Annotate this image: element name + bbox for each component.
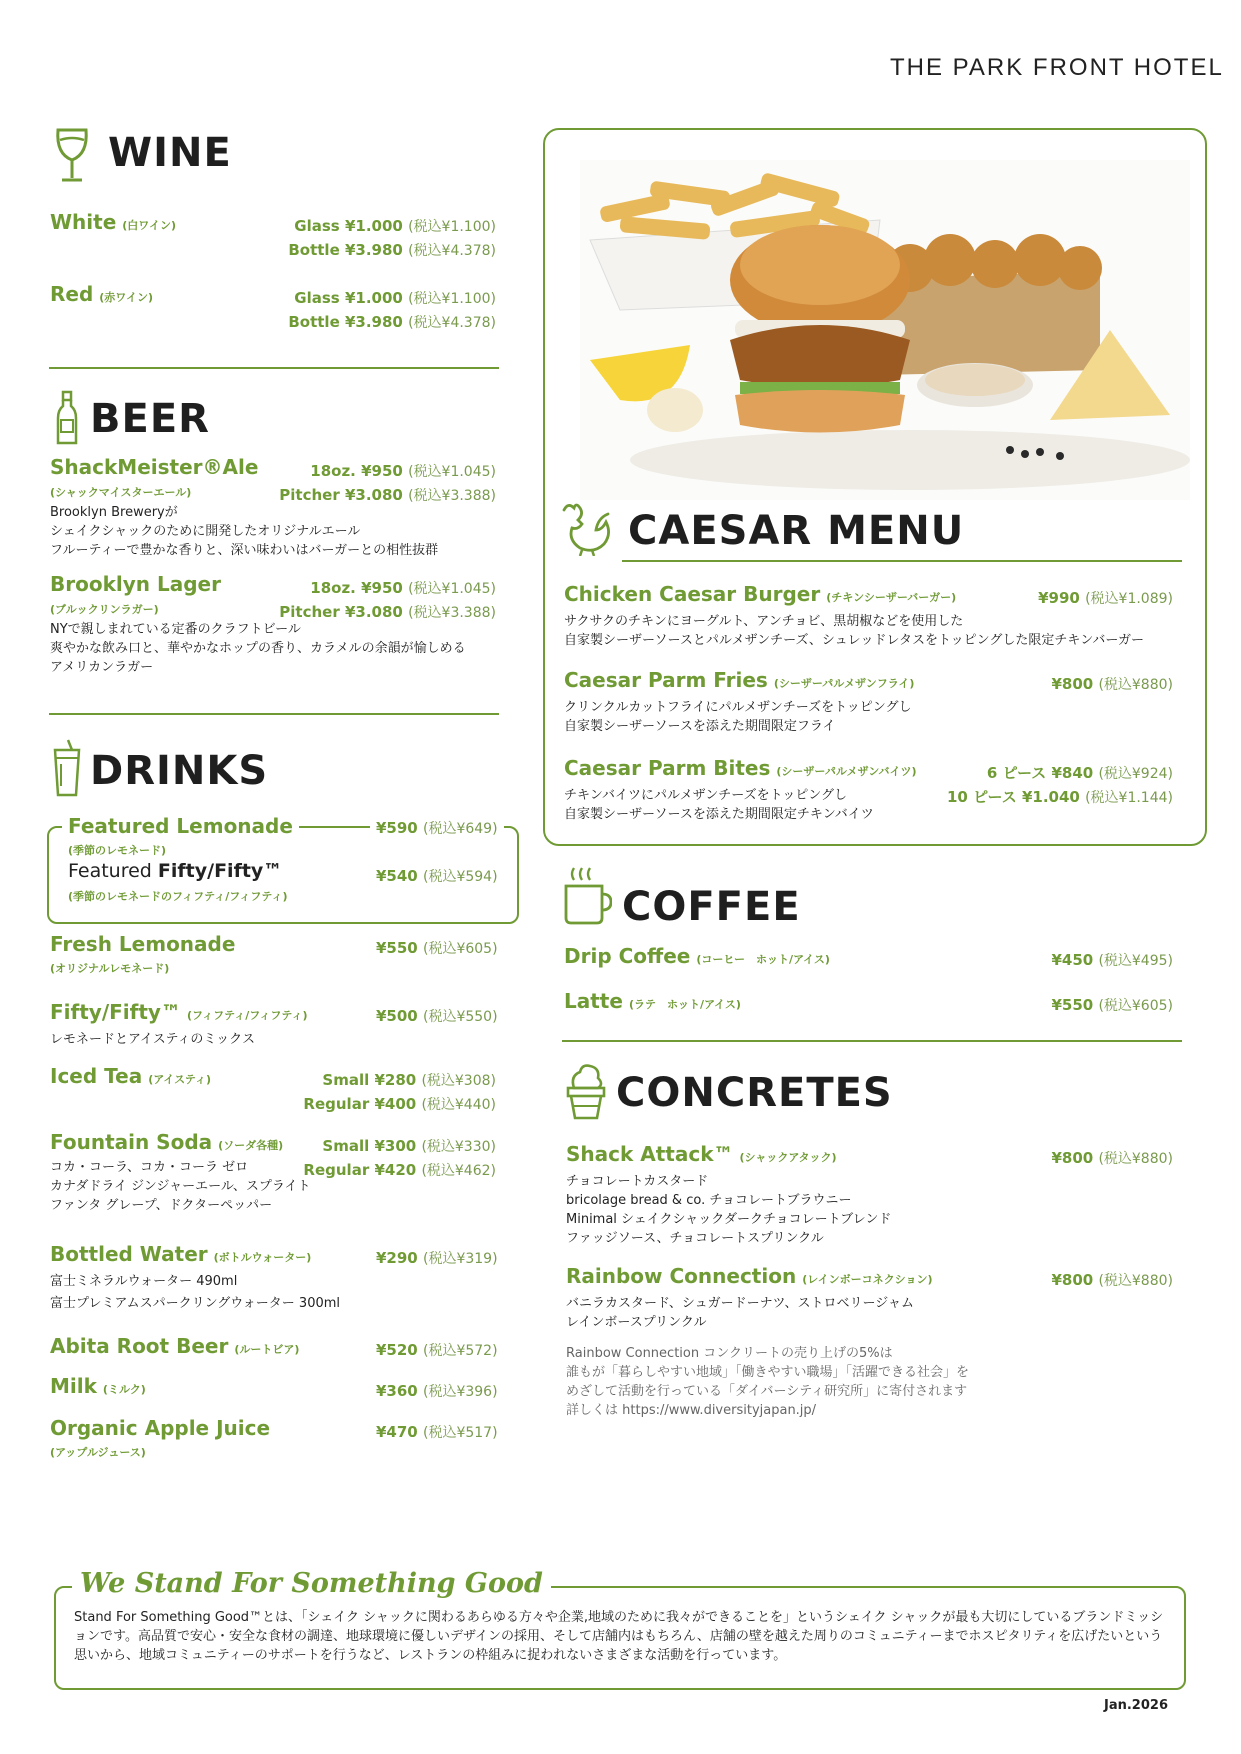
coffee-cup-icon [564,866,612,926]
menu-item-price: ¥540 (税込¥594) [376,867,498,885]
menu-item-name: White (白ワイン) [50,210,177,234]
menu-item-name: Milk (ミルク) [50,1374,146,1398]
menu-item-name: Latte (ラテ ホット/アイス) [564,989,741,1013]
menu-item-subtitle: (シャックマイスターエール) [50,486,192,499]
menu-item-price: ¥520 (税込¥572) [376,1341,498,1359]
menu-item-name: Rainbow Connection (レインボーコネクション) [566,1264,933,1288]
drinks-title: DRINKS [90,748,269,794]
menu-item-price: ¥990 (税込¥1.089) [1038,589,1173,607]
menu-item-subtitle: (季節のレモネードのフィフティ/フィフティ) [68,890,288,903]
menu-item-description: チキンバイツにパルメザンチーズをトッピングし 自家製シーザーソースを添えた期間限定チキンバイツ [564,788,874,822]
menu-item-name: Shack Attack™ (シャックアタック) [566,1142,837,1166]
menu-date: Jan.2026 [1104,1698,1168,1713]
menu-item-name: Iced Tea (アイスティ) [50,1064,212,1088]
menu-item-name: Organic Apple Juice [50,1416,271,1440]
menu-item-description: レモネードとアイスティのミックス [50,1032,256,1047]
hotel-name: THE PARK FRONT HOTEL [890,54,1224,81]
concretes-title: CONCRETES [616,1070,893,1116]
menu-item-price: Small ¥280 (税込¥308) [322,1071,496,1089]
stand-for-something-good-text: Stand For Something Good™とは、「シェイク シャックに関わるあらゆる方々や企業,地域のために我々ができることを」というシェイク シャックが最も大切にしているブランドミッションです。高品質で安心・安全な食材の調達、地球環境に優しいデザインの採用、そして店舗内はもちろん、店舗の壁を越えた周りのコミュニティーまでホスピタリティを広げたいという思いから、地域コミュニティーのサポートを行うなど、レストランの枠組みに捉われないさまざまな活動を行っています。 [74,1610,1164,1663]
menu-item-name: Chicken Caesar Burger (チキンシーザーバーガー) [564,582,957,606]
menu-item-price: ¥550 (税込¥605) [1051,996,1173,1014]
menu-item-price: ¥470 (税込¥517) [376,1423,498,1441]
coffee-title: COFFEE [622,884,801,930]
beer-title: BEER [90,396,210,442]
menu-item-price: ¥800 (税込¥880) [1051,1271,1173,1289]
menu-item-price: 18oz. ¥950 (税込¥1.045) [310,579,496,597]
wine-title: WINE [108,130,232,176]
menu-item-price: ¥450 (税込¥495) [1051,951,1173,969]
section-divider [562,1040,1182,1042]
menu-item-price: Bottle ¥3.980 (税込¥4.378) [288,241,496,259]
menu-item-description: サクサクのチキンにヨーグルト、アンチョビ、黒胡椒などを使用した 自家製シーザーソースとパルメザンチーズ、シュレッドレタスをトッピングした限定チキンバーガー [564,614,1145,648]
menu-item-name: Featured Lemonade [62,814,299,838]
menu-item-price: 10 ピース ¥1.040 (税込¥1.144) [946,788,1173,806]
menu-item-price: Small ¥300 (税込¥330) [322,1137,496,1155]
menu-item-price: ¥590 (税込¥649) [370,818,504,838]
section-divider [622,560,1182,562]
menu-item-price: Pitcher ¥3.080 (税込¥3.388) [279,603,496,621]
menu-item-price: Pitcher ¥3.080 (税込¥3.388) [279,486,496,504]
menu-item-price: ¥800 (税込¥880) [1051,675,1173,693]
menu-item-price: ¥290 (税込¥319) [376,1249,498,1267]
menu-item-name: Bottled Water (ボトルウォーター) [50,1242,312,1266]
menu-item-price: ¥360 (税込¥396) [376,1382,498,1400]
menu-item-subtitle: (アップルジュース) [50,1446,146,1459]
menu-item-description: 富士ミネラルウォーター 490ml 富士プレミアムスパークリングウォーター 300ml [50,1274,341,1311]
menu-item-price: ¥500 (税込¥550) [376,1007,498,1025]
menu-item-name: Fifty/Fifty™ (フィフティ/フィフティ) [50,1000,308,1024]
menu-item-name: Caesar Parm Fries (シーザーパルメザンフライ) [564,668,915,692]
menu-item-subtitle: (オリジナルレモネード) [50,962,170,975]
menu-item-description: クリンクルカットフライにパルメザンチーズをトッピングし 自家製シーザーソースを添えた期間限定フライ [564,700,912,734]
wine-glass-icon [54,126,90,184]
section-divider [49,367,499,369]
menu-item-name: Fresh Lemonade [50,932,236,956]
caesar-menu-food-photo [580,160,1190,500]
menu-item-price: ¥550 (税込¥605) [376,939,498,957]
menu-item-price: Regular ¥420 (税込¥462) [303,1161,496,1179]
menu-item-name: Brooklyn Lager [50,572,221,596]
menu-item-name: Fountain Soda (ソーダ各種) [50,1130,284,1154]
menu-item-price: Bottle ¥3.980 (税込¥4.378) [288,313,496,331]
rooster-icon [558,500,616,556]
menu-item-name: Drip Coffee (コーヒー ホット/アイス) [564,944,830,968]
menu-item-description: Brooklyn Breweryが シェイクシャックのために開発したオリジナルエール フルーティーで豊かな香りと、深い味わいはバーガーとの相性抜群 [50,505,439,558]
menu-item-description: NYで親しまれている定番のクラフトビール 爽やかな飲み口と、華やかなホップの香り、カラメルの余韻が愉しめる アメリカンラガー [50,622,466,675]
menu-item-subtitle: (季節のレモネード) [68,844,167,857]
menu-item-price: Regular ¥400 (税込¥440) [303,1095,496,1113]
menu-item-price: 18oz. ¥950 (税込¥1.045) [310,462,496,480]
menu-item-price: 6 ピース ¥840 (税込¥924) [986,764,1173,782]
section-divider [49,713,499,715]
menu-item-description: コカ・コーラ、コカ・コーラ ゼロ カナダドライ ジンジャーエール、スプライト ファンタ グレープ、ドクターペッパー [50,1160,311,1213]
beer-bottle-icon [56,390,78,446]
menu-item-name: Abita Root Beer (ルートビア) [50,1334,300,1358]
stand-for-something-good-title: We Stand For Something Good [72,1568,551,1599]
menu-item-price: ¥800 (税込¥880) [1051,1149,1173,1167]
menu-item-name: Red (赤ワイン) [50,282,154,306]
concrete-cup-icon [566,1062,606,1120]
menu-item-name: Featured Fifty/Fifty™ [68,860,283,882]
menu-item-price: Glass ¥1.000 (税込¥1.100) [294,289,496,307]
menu-item-description: バニラカスタード、シュガードーナツ、ストロベリージャム レインボースプリンクル [566,1296,915,1330]
caesar-menu-title: CAESAR MENU [628,508,965,554]
menu-item-description: チョコレートカスタード bricolage bread & co. チョコレートブラウニー Minimal シェイクシャックダークチョコレートブレンド ファッジソース、チョコレートスプリンクル [566,1174,892,1246]
menu-item-subtitle: (ブルックリンラガー) [50,603,159,616]
donation-note: Rainbow Connection コンクリートの売り上げの5%は 誰もが「暮らしやすい地域」「働きやすい職場」「活躍できる社会」を めざして活動を行っている「ダイバーシティ研究所」に寄付されます 詳しくは https://www.diversityjapan.jp/ [566,1346,970,1418]
menu-item-name: ShackMeister®Ale [50,455,259,479]
menu-item-price: Glass ¥1.000 (税込¥1.100) [294,217,496,235]
drink-cup-icon [52,738,82,798]
menu-item-name: Caesar Parm Bites (シーザーパルメザンバイツ) [564,756,917,780]
